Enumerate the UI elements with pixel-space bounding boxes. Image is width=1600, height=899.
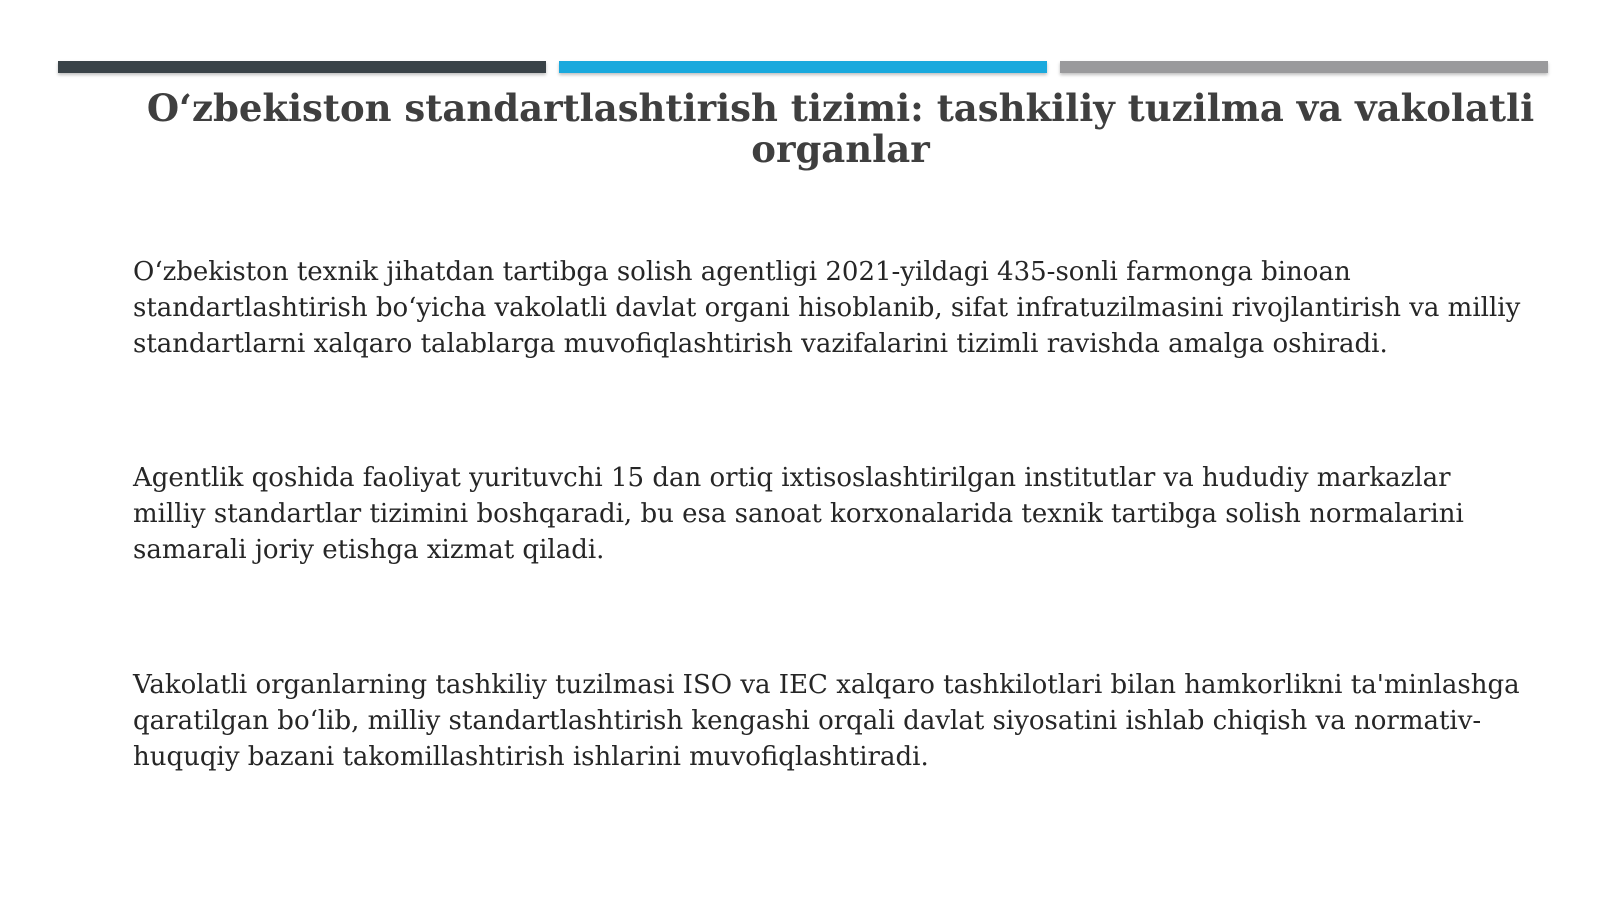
body-paragraph-3: Vakolatli organlarning tashkiliy tuzilmasi ISO va IEC xalqaro tashkilotlari bilan hamkorlikni ta'minlashga qaratilgan bo‘lib, milliy standartlashtirish kengashi orqali davlat siyosatini ishlab chiqish va normativ-huquqiy bazani takomillashtirish ishlarini muvofiqlashtiradi. bbox=[133, 670, 1520, 772]
body-paragraph-2: Agentlik qoshida faoliyat yurituvchi 15 dan ortiq ixtisoslashtirilgan institutlar va hududiy markazlar milliy standartlar tizimini boshqaradi, bu esa sanoat korxonalarida texnik tartibga solish normalarini samarali joriy etishga xizmat qiladi. bbox=[133, 463, 1464, 565]
body-paragraph-1: O‘zbekiston texnik jihatdan tartibga solish agentligi 2021-yildagi 435-sonli farmonga binoan standartlashtirish bo‘yicha vakolatli davlat organi hisoblanib, sifat infratuzilmasini rivojlantirish va milliy standartlarni xalqaro talablarga muvofiqlashtirish vazifalarini tizimli ravishda amalga oshiradi. bbox=[133, 257, 1521, 359]
accent-bar-gray bbox=[1060, 61, 1548, 73]
accent-bar-dark bbox=[58, 61, 546, 73]
accent-bar-blue bbox=[559, 61, 1047, 73]
slide-title: O‘zbekiston standartlashtirish tizimi: tashkiliy tuzilma va vakolatli organlar bbox=[146, 86, 1535, 171]
